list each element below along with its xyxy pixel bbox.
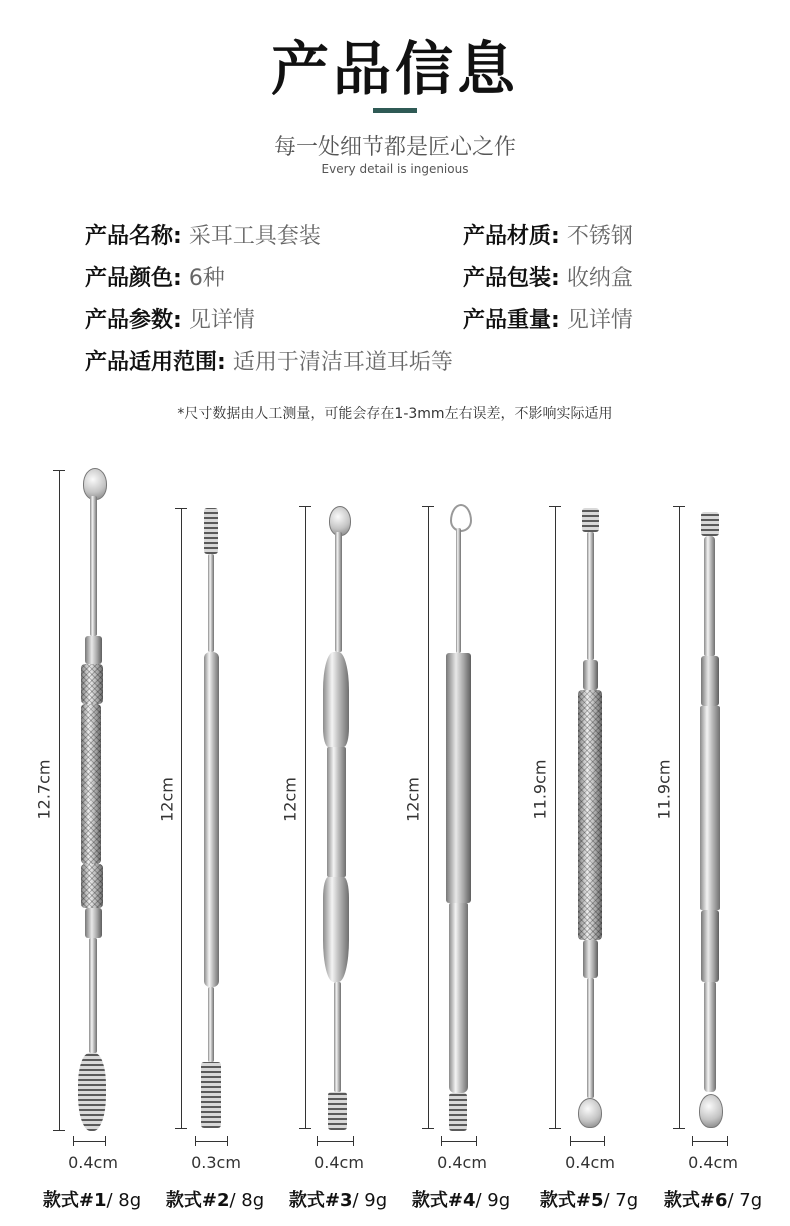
tool-1-caption xyxy=(27,1186,157,1212)
tool-4-weight: / 9g xyxy=(475,1190,511,1211)
tool-6-width-tick-right xyxy=(727,1136,728,1146)
tool-4-width-label: 0.4cm xyxy=(437,1153,487,1172)
tool-5-width-line xyxy=(570,1141,604,1142)
tool-1-lower-rings xyxy=(85,908,102,938)
spec-weight xyxy=(463,303,633,334)
tool-2-length-cap-top xyxy=(175,508,187,509)
tool-3-handle xyxy=(327,747,346,877)
tool-1-upper-rings xyxy=(85,636,102,664)
tool-3-length-cap-top xyxy=(299,506,311,507)
tool-5-handle xyxy=(578,690,602,940)
tool-3-tip xyxy=(328,1092,347,1130)
tool-2-width-label: 0.3cm xyxy=(191,1153,241,1172)
tool-6-lower-shaft xyxy=(704,982,716,1092)
tool-4-taper xyxy=(449,903,468,1093)
tool-4-upper-shaft xyxy=(456,528,461,653)
tool-5-width-label: 0.4cm xyxy=(565,1153,615,1172)
tool-5-weight: / 7g xyxy=(603,1190,639,1211)
tool-6-spoon xyxy=(699,1094,723,1128)
tool-3-width-label: 0.4cm xyxy=(314,1153,364,1172)
spec-weight-label: 产品重量: xyxy=(463,308,560,333)
tool-2-top-coil xyxy=(204,508,218,554)
tool-3-caption xyxy=(273,1186,403,1212)
tool-1-upper-shaft xyxy=(90,496,97,636)
tool-2-length-cap-bottom xyxy=(175,1128,187,1129)
tool-1-length-line xyxy=(59,470,60,1130)
tool-4-length-cap-top xyxy=(422,506,434,507)
spec-name xyxy=(85,219,321,250)
tool-5-caption xyxy=(524,1186,654,1212)
tool-4-length-cap-bottom xyxy=(422,1128,434,1129)
tool-5-length-label: 11.9cm xyxy=(530,759,550,820)
spec-scope xyxy=(85,345,453,376)
page-subtitle-en: Every detail is ingenious xyxy=(321,162,469,176)
tool-1-width-line xyxy=(73,1141,105,1142)
tool-6-top-tip xyxy=(701,512,719,536)
tool-2-style: 款式#2 xyxy=(165,1190,230,1211)
tool-1-weight: / 8g xyxy=(106,1190,142,1211)
tool-6-style: 款式#6 xyxy=(663,1190,728,1211)
tool-4-tip xyxy=(449,1093,467,1131)
tool-2-width-line xyxy=(195,1141,227,1142)
tool-4-loop xyxy=(450,504,472,532)
tool-6-handle xyxy=(700,706,720,910)
tool-1-style: 款式#1 xyxy=(42,1190,107,1211)
tool-3-length-cap-bottom xyxy=(299,1128,311,1129)
spec-material-value: 不锈钢 xyxy=(566,224,633,249)
tool-3-style: 款式#3 xyxy=(288,1190,353,1211)
tool-4-width-line xyxy=(441,1141,476,1142)
page-title: 产品信息 xyxy=(270,35,519,103)
tool-4-caption xyxy=(396,1186,526,1212)
tool-6-weight: / 7g xyxy=(727,1190,763,1211)
tool-2-length-line xyxy=(181,508,182,1128)
spec-package xyxy=(463,261,633,292)
tool-3-lower-shaft xyxy=(334,982,341,1092)
spec-material xyxy=(463,219,633,250)
page-subtitle: 每一处细节都是匠心之作 xyxy=(273,135,516,160)
tool-2-bottom-coil xyxy=(201,1062,221,1128)
tool-6-upper-rings xyxy=(701,656,719,706)
tool-6-length-cap-bottom xyxy=(673,1128,685,1129)
tool-1-width-tick-left xyxy=(73,1136,74,1146)
tool-5-spoon xyxy=(578,1098,602,1128)
tool-2-length-label: 12cm xyxy=(157,777,177,822)
tool-4-length-label: 12cm xyxy=(403,777,423,822)
tool-3-length-line xyxy=(305,506,306,1128)
tool-6-width-tick-left xyxy=(692,1136,693,1146)
tool-5-upper-shaft xyxy=(587,532,594,660)
tool-5-top-tip xyxy=(582,508,599,532)
tool-1-lower-grip xyxy=(81,864,103,908)
tool-6-length-cap-top xyxy=(673,506,685,507)
tool-1-lower-shaft xyxy=(89,938,97,1053)
tool-3-length-label: 12cm xyxy=(280,777,300,822)
spec-scope-value: 适用于清洁耳道耳垢等 xyxy=(232,350,453,375)
tool-3-upper-shaft xyxy=(335,532,342,652)
tool-3-width-tick-right xyxy=(353,1136,354,1146)
tool-2-caption xyxy=(150,1186,280,1212)
tool-5-length-line xyxy=(555,506,556,1128)
tool-6-upper-shaft xyxy=(704,536,715,656)
spec-name-value: 采耳工具套装 xyxy=(188,224,321,249)
tool-3-weight: / 9g xyxy=(352,1190,388,1211)
tool-4-width-tick-left xyxy=(441,1136,442,1146)
tool-4-style: 款式#4 xyxy=(411,1190,476,1211)
spec-color-value: 6种 xyxy=(188,266,225,291)
tool-2-width-tick-left xyxy=(195,1136,196,1146)
spec-params-value: 见详情 xyxy=(188,308,255,333)
tool-5-lower-collar xyxy=(583,940,598,978)
tool-1-upper-grip xyxy=(81,664,103,704)
spec-material-label: 产品材质: xyxy=(463,224,560,249)
spec-params-label: 产品参数: xyxy=(85,308,182,333)
tool-2-weight: / 8g xyxy=(229,1190,265,1211)
tool-3-width-tick-left xyxy=(317,1136,318,1146)
spec-scope-label: 产品适用范围: xyxy=(85,350,226,375)
spec-weight-value: 见详情 xyxy=(566,308,633,333)
tool-1-spiral-tip xyxy=(78,1053,106,1131)
spec-params xyxy=(85,303,255,334)
spec-package-value: 收纳盒 xyxy=(566,266,633,291)
tool-5-width-tick-left xyxy=(570,1136,571,1146)
tool-5-length-cap-bottom xyxy=(549,1128,561,1129)
tool-5-length-cap-top xyxy=(549,506,561,507)
title-underline xyxy=(373,108,417,113)
tool-6-length-label: 11.9cm xyxy=(654,759,674,820)
tool-1-width-label: 0.4cm xyxy=(68,1153,118,1172)
tool-6-length-line xyxy=(679,506,680,1128)
spec-color xyxy=(85,261,225,292)
tool-1-length-label: 12.7cm xyxy=(34,759,54,820)
tool-2-width-tick-right xyxy=(227,1136,228,1146)
tool-1-length-cap-bottom xyxy=(53,1130,65,1131)
spec-name-label: 产品名称: xyxy=(85,224,182,249)
measurement-note: *尺寸数据由人工测量，可能会存在1-3mm左右误差，不影响实际适用 xyxy=(177,406,613,422)
spec-package-label: 产品包装: xyxy=(463,266,560,291)
tool-1-handle xyxy=(81,704,101,864)
tool-5-style: 款式#5 xyxy=(539,1190,604,1211)
tool-4-handle xyxy=(446,653,471,903)
tool-6-width-line xyxy=(692,1141,727,1142)
tool-2-lower-shaft xyxy=(208,987,214,1062)
spec-color-label: 产品颜色: xyxy=(85,266,182,291)
tool-4-width-tick-right xyxy=(476,1136,477,1146)
tool-2-upper-shaft xyxy=(208,554,214,652)
tool-3-width-line xyxy=(317,1141,353,1142)
tool-5-lower-shaft xyxy=(587,978,594,1098)
tool-6-width-label: 0.4cm xyxy=(688,1153,738,1172)
tool-5-upper-collar xyxy=(583,660,598,690)
tool-5-width-tick-right xyxy=(604,1136,605,1146)
tool-2-handle xyxy=(204,652,219,987)
tool-4-length-line xyxy=(428,506,429,1128)
tool-1-length-cap-top xyxy=(53,470,65,471)
tool-1-width-tick-right xyxy=(105,1136,106,1146)
tool-3-upper-bulge xyxy=(323,652,349,747)
tool-6-lower-rings xyxy=(701,910,719,982)
tool-3-lower-bulge xyxy=(323,877,349,982)
tool-6-caption xyxy=(648,1186,778,1212)
